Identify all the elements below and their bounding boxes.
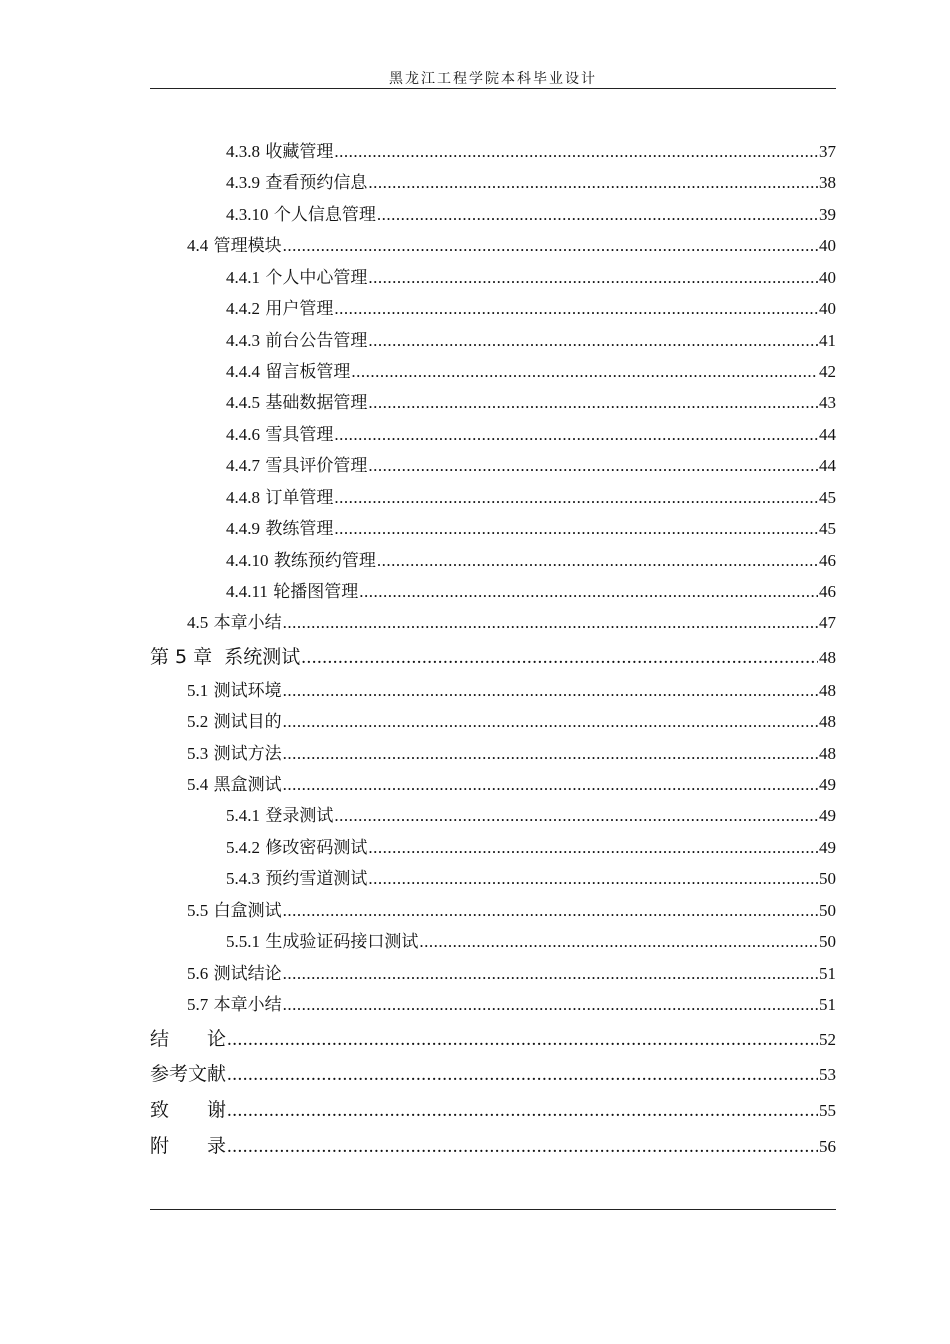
toc-entry-page: 50 — [819, 932, 836, 951]
toc-entry-number: 第 5 章 — [150, 646, 213, 668]
toc-entry — [226, 483, 836, 508]
toc-entry — [226, 137, 836, 162]
toc-entry-label — [187, 959, 282, 984]
toc-dot-leader — [283, 613, 818, 633]
toc-entry-title: 订单管理 — [265, 488, 334, 508]
toc-entry-page: 48 — [819, 744, 836, 763]
toc-entry-title: 雪具管理 — [265, 425, 334, 445]
toc-entry-page: 44 — [819, 425, 836, 444]
toc-dot-leader — [334, 519, 818, 539]
toc-entry-title: 教练管理 — [265, 519, 334, 539]
toc-entry — [150, 1095, 836, 1122]
toc-entry-page: 40 — [819, 268, 836, 287]
toc-entry — [226, 577, 836, 602]
toc-entry-title: 个人信息管理 — [273, 205, 376, 225]
toc-entry — [187, 990, 836, 1015]
toc-entry-title: 本章小结 — [213, 613, 282, 633]
toc-entry — [187, 739, 836, 764]
toc-entry-page: 48 — [819, 712, 836, 731]
toc-entry-label — [187, 770, 282, 795]
header-divider — [150, 88, 836, 89]
toc-entry — [226, 546, 836, 571]
toc-dot-leader — [283, 681, 818, 701]
toc-entry-label — [187, 896, 282, 921]
toc-entry-page: 45 — [819, 488, 836, 507]
toc-dot-leader — [334, 488, 818, 508]
toc-entry — [226, 388, 836, 413]
toc-entry-title: 参考文献 — [150, 1063, 227, 1085]
toc-entry-title: 系统测试 — [224, 646, 301, 668]
toc-dot-leader — [227, 1136, 818, 1158]
toc-entry-label — [226, 801, 333, 826]
toc-dot-leader — [368, 456, 818, 476]
toc-entry-number: 5.7 — [187, 995, 209, 1014]
toc-entry — [226, 801, 836, 826]
toc-entry-title: 白盒测试 — [213, 901, 282, 921]
toc-entry — [150, 1024, 836, 1051]
toc-entry-page: 48 — [819, 648, 836, 667]
toc-entry — [226, 168, 836, 193]
toc-entry — [226, 927, 836, 952]
toc-entry — [226, 326, 836, 351]
toc-entry-number: 4.4.1 — [226, 268, 260, 287]
toc-entry-title: 测试目的 — [213, 712, 282, 732]
toc-entry-label — [150, 1059, 226, 1086]
toc-dot-leader — [227, 1064, 818, 1086]
toc-entry-label — [226, 577, 358, 602]
toc-entry-page: 50 — [819, 901, 836, 920]
toc-entry-label — [226, 864, 367, 889]
toc-entry-page: 41 — [819, 331, 836, 350]
toc-entry-title: 测试结论 — [213, 964, 282, 984]
toc-dot-leader — [283, 995, 818, 1015]
toc-entry-label — [187, 231, 282, 256]
toc-entry-number: 4.3.10 — [226, 205, 269, 224]
toc-entry-title: 本章小结 — [213, 995, 282, 1015]
toc-entry-number: 4.3.9 — [226, 173, 260, 192]
toc-entry-label — [226, 483, 333, 508]
toc-entry-page: 51 — [819, 964, 836, 983]
toc-entry-page: 47 — [819, 613, 836, 632]
toc-entry-page: 49 — [819, 838, 836, 857]
toc-entry-title: 收藏管理 — [265, 142, 334, 162]
toc-dot-leader — [368, 173, 818, 193]
toc-entry-label — [226, 514, 333, 539]
toc-entry-page: 46 — [819, 551, 836, 570]
toc-entry-number: 4.4.7 — [226, 456, 260, 475]
toc-entry-number: 4.4.10 — [226, 551, 269, 570]
toc-entry — [187, 770, 836, 795]
toc-entry-label — [150, 1024, 226, 1051]
toc-entry — [226, 263, 836, 288]
toc-entry-label — [187, 608, 282, 633]
toc-entry-number: 4.4.2 — [226, 299, 260, 318]
toc-entry — [226, 451, 836, 476]
toc-dot-leader — [283, 775, 818, 795]
toc-entry-label — [226, 168, 367, 193]
toc-entry-label — [187, 707, 282, 732]
toc-dot-leader — [377, 205, 818, 225]
toc-entry — [226, 357, 836, 382]
toc-entry-number: 5.2 — [187, 712, 209, 731]
toc-entry-label — [226, 326, 367, 351]
toc-entry-page: 45 — [819, 519, 836, 538]
toc-dot-leader — [283, 964, 818, 984]
toc-entry-number: 4.4.6 — [226, 425, 260, 444]
toc-entry-title: 致 谢 — [150, 1099, 227, 1121]
toc-dot-leader — [283, 901, 818, 921]
toc-entry-label — [226, 388, 367, 413]
toc-entry-label — [226, 137, 333, 162]
toc-entry-page: 44 — [819, 456, 836, 475]
toc-entry — [226, 833, 836, 858]
toc-entry-number: 5.1 — [187, 681, 209, 700]
toc-dot-leader — [368, 838, 818, 858]
toc-entry-page: 37 — [819, 142, 836, 161]
toc-entry-page: 52 — [819, 1030, 836, 1049]
toc-entry — [187, 676, 836, 701]
toc-dot-leader — [283, 712, 818, 732]
toc-entry-number: 4.4.8 — [226, 488, 260, 507]
toc-entry-page: 55 — [819, 1101, 836, 1120]
toc-entry-title: 轮播图管理 — [273, 582, 359, 602]
toc-entry — [226, 294, 836, 319]
toc-entry-number: 5.5 — [187, 901, 209, 920]
toc-entry-page: 38 — [819, 173, 836, 192]
toc-entry-title: 留言板管理 — [265, 362, 351, 382]
toc-entry-number: 4.4.3 — [226, 331, 260, 350]
toc-entry-page: 49 — [819, 775, 836, 794]
toc-entry-title: 登录测试 — [265, 806, 334, 826]
toc-entry — [187, 608, 836, 633]
toc-entry-label — [226, 927, 418, 952]
toc-entry-number: 4.4.5 — [226, 393, 260, 412]
toc-entry-title: 查看预约信息 — [265, 173, 368, 193]
toc-entry — [187, 959, 836, 984]
toc-entry-page: 48 — [819, 681, 836, 700]
footer-divider — [150, 1209, 836, 1210]
toc-entry-page: 40 — [819, 299, 836, 318]
toc-dot-leader — [227, 1100, 818, 1122]
toc-entry — [150, 1059, 836, 1086]
toc-entry-label — [150, 1095, 226, 1122]
toc-entry-number: 4.4 — [187, 236, 209, 255]
toc-entry-number: 5.5.1 — [226, 932, 260, 951]
toc-entry-page: 51 — [819, 995, 836, 1014]
toc-dot-leader — [334, 425, 818, 445]
toc-entry-page: 53 — [819, 1065, 836, 1084]
toc-entry-number: 4.4.11 — [226, 582, 268, 601]
toc-entry — [150, 1131, 836, 1158]
toc-entry-number: 5.4.3 — [226, 869, 260, 888]
toc-dot-leader — [283, 744, 818, 764]
toc-dot-leader — [368, 393, 818, 413]
toc-entry-title: 附 录 — [150, 1135, 227, 1157]
toc-entry-title: 基础数据管理 — [265, 393, 368, 413]
toc-entry-title: 用户管理 — [265, 299, 334, 319]
toc-entry-title: 管理模块 — [213, 236, 282, 256]
toc-entry-title: 修改密码测试 — [265, 838, 368, 858]
toc-entry-page: 49 — [819, 806, 836, 825]
toc-entry — [226, 864, 836, 889]
toc-entry-title: 黑盒测试 — [213, 775, 282, 795]
toc-entry-number: 5.4.2 — [226, 838, 260, 857]
toc-entry-title: 前台公告管理 — [265, 331, 368, 351]
toc-entry-number: 5.4.1 — [226, 806, 260, 825]
toc-entry-label — [150, 642, 300, 669]
toc-entry-label — [187, 676, 282, 701]
toc-entry-number: 5.3 — [187, 744, 209, 763]
toc-entry — [226, 514, 836, 539]
toc-dot-leader — [334, 299, 818, 319]
toc-entry-page: 56 — [819, 1137, 836, 1156]
toc-entry — [226, 420, 836, 445]
toc-entry-title: 个人中心管理 — [265, 268, 368, 288]
toc-entry-number: 4.3.8 — [226, 142, 260, 161]
toc-entry-number: 4.5 — [187, 613, 209, 632]
toc-entry-label — [150, 1131, 226, 1158]
toc-entry — [187, 896, 836, 921]
toc-entry-title: 雪具评价管理 — [265, 456, 368, 476]
toc-entry-number: 5.6 — [187, 964, 209, 983]
toc-dot-leader — [334, 142, 818, 162]
toc-entry-label — [226, 546, 376, 571]
toc-entry-title: 测试环境 — [213, 681, 282, 701]
page-header-title: 黑龙江工程学院本科毕业设计 — [389, 71, 597, 87]
toc-entry-label — [226, 833, 367, 858]
toc-entry-title: 教练预约管理 — [273, 551, 376, 571]
toc-entry-title: 预约雪道测试 — [265, 869, 368, 889]
toc-dot-leader — [227, 1029, 818, 1051]
toc-entry-number: 5.4 — [187, 775, 209, 794]
toc-entry-label — [226, 294, 333, 319]
toc-entry-label — [226, 200, 376, 225]
toc-dot-leader — [419, 932, 818, 952]
toc-entry-title: 测试方法 — [213, 744, 282, 764]
toc-entry-page: 42 — [819, 362, 836, 381]
toc-entry-page: 50 — [819, 869, 836, 888]
toc-dot-leader — [283, 236, 818, 256]
toc-entry-title: 生成验证码接口测试 — [265, 932, 419, 952]
toc-dot-leader — [368, 331, 818, 351]
toc-dot-leader — [301, 647, 818, 669]
toc-dot-leader — [359, 582, 818, 602]
toc-entry-page: 40 — [819, 236, 836, 255]
toc-entry — [187, 231, 836, 256]
toc-dot-leader — [377, 551, 818, 571]
toc-entry-label — [187, 990, 282, 1015]
toc-entry-label — [226, 357, 350, 382]
toc-dot-leader — [368, 268, 818, 288]
toc-entry-label — [187, 739, 282, 764]
toc-entry — [150, 642, 836, 669]
toc-dot-leader — [334, 806, 818, 826]
toc-entry-page: 43 — [819, 393, 836, 412]
toc-entry-page: 39 — [819, 205, 836, 224]
toc-dot-leader — [351, 362, 818, 382]
toc-entry-label — [226, 420, 333, 445]
toc-entry-label — [226, 263, 367, 288]
toc-entry — [187, 707, 836, 732]
toc-entry-page: 46 — [819, 582, 836, 601]
toc-entry — [226, 200, 836, 225]
toc-entry-label — [226, 451, 367, 476]
toc-entry-title: 结 论 — [150, 1028, 227, 1050]
toc-entry-number: 4.4.4 — [226, 362, 260, 381]
toc-dot-leader — [368, 869, 818, 889]
toc-entry-number: 4.4.9 — [226, 519, 260, 538]
